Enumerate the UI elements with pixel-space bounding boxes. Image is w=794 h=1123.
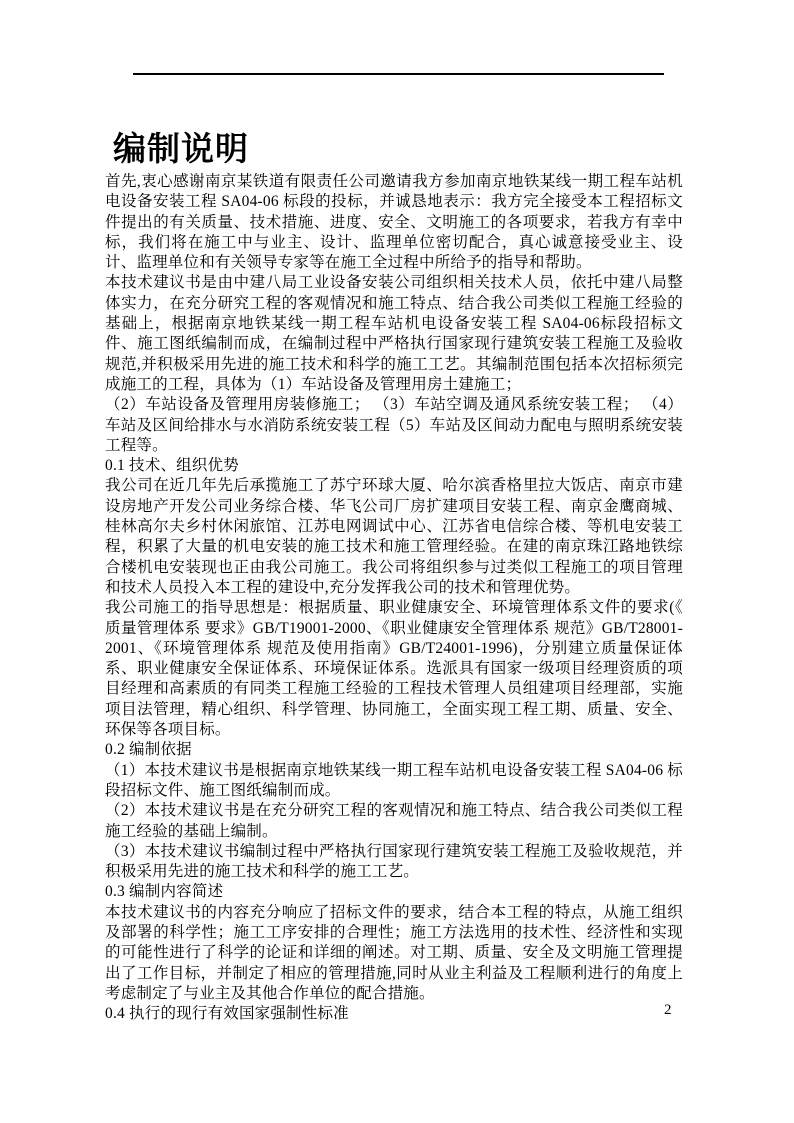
header-rule [133,73,664,75]
heading-0-4-national-standards: 0.4 执行的现行有效国家强制性标准 [105,1005,349,1023]
list-item-basis-3: （3）本技术建议书编制过程中严格执行国家现行建筑安装工程施工及验收规范，并积极采用先进的施工技术和科学的施工工艺。 [105,842,683,881]
document-body [105,172,683,1024]
list-item-basis-1: （1）本技术建议书是根据南京地铁某线一期工程车站机电设备安装工程 SA04-06 标段招标文件、施工图纸编制而成。 [105,761,683,799]
list-item-basis-2: （2）本技术建议书是在充分研究工程的客观情况和施工特点、结合我公司类似工程施工经验的基础上编制。 [105,802,683,840]
paragraph-proposal-basis: 本技术建议书是由中建八局工业设备安装公司组织相关技术人员，依托中建八局整体实力，在充分研究工程的客观情况和施工特点、结合我公司类似工程施工经验的基础上，根据南京地铁某线一期工程车站机电设备安装工程 SA04-06标段招标文件、施工图纸编制而成，在编制过程中严格执行国家现行建筑安装工程施工及验收规范,并积极采用先进的施工技术和科学的施工工艺。其编制范围包括本次招标须完成施工的工程，具体为（1）车站设备及管理用房土建施工； [105,274,683,393]
heading-0-3-content-summary: 0.3 编制内容简述 [105,883,224,901]
paragraph-company-experience: 我公司在近几年先后承揽施工了苏宁环球大厦、哈尔滨香格里拉大饭店、南京市建设房地产开发公司业务综合楼、华飞公司厂房扩建项目安装工程、南京金鹰商城、桂林高尔夫乡村休闲旅馆、江苏电网调试中心、江苏省电信综合楼、等机电安装工程，积累了大量的机电安装的施工技术和施工管理经验。在建的南京珠江路地铁综合楼机电安装现也正由我公司施工。我公司将组织参与过类似工程施工的项目管理和技术人员投入本工程的建设中,充分发挥我公司的技术和管理优势。 [105,477,683,596]
paragraph-guiding-principle: 我公司施工的指导思想是：根据质量、职业健康安全、环境管理体系文件的要求(《 质量管理体系 要求》GB/T19001-2000、《职业健康安全管理体系 规范》GB/T28001-2001、《环境管理体系 规范及使用指南》GB/T24001-1996)，分别建立质量保证体系、职业健康安全保证体系、环境保证体系。选派具有国家一级项目经理资质的项目经理和高素质的有同类工程施工经验的工程技术管理人员组建项目经理部，实施项目法管理，精心组织、科学管理、协同施工，全面实现工程工期、质量、安全、环保等各项目标。 [105,599,683,739]
page-number: 2 [664,1002,672,1018]
paragraph-scope-items: （2）车站设备及管理用房装修施工； （3）车站空调及通风系统安装工程； （4）车站及区间给排水与水消防系统安装工程（5）车站及区间动力配电与照明系统安装工程等。 [105,396,683,454]
paragraph-content-response: 本技术建议书的内容充分响应了招标文件的要求，结合本工程的特点，从施工组织及部署的科学性；施工工序安排的合理性；施工方法选用的技术性、经济性和实现的可能性进行了科学的论证和详细的阐述。对工期、质量、安全及文明施工管理提出了工作目标，并制定了相应的管理措施,同时从业主利益及工程顺利进行的角度上考虑制定了与业主及其他合作单位的配合措施。 [105,903,683,1002]
heading-0-2-compilation-basis: 0.2 编制依据 [105,741,192,759]
paragraph-intro-thanks: 首先,衷心感谢南京某铁道有限责任公司邀请我方参加南京地铁某线一期工程车站机电设备安装工程 SA04-06 标段的投标，并诚恳地表示：我方完全接受本工程招标文件提出的有关质量、技术措施、进度、安全、文明施工的各项要求，若我方有幸中标，我们将在施工中与业主、设计、监理单位密切配合，真心诚意接受业主、设计、监理单位和有关领导专家等在施工全过程中所给予的指导和帮助。 [105,173,683,272]
heading-0-1-tech-advantage: 0.1 技术、组织优势 [105,457,239,475]
page-title: 编制说明 [113,130,249,168]
